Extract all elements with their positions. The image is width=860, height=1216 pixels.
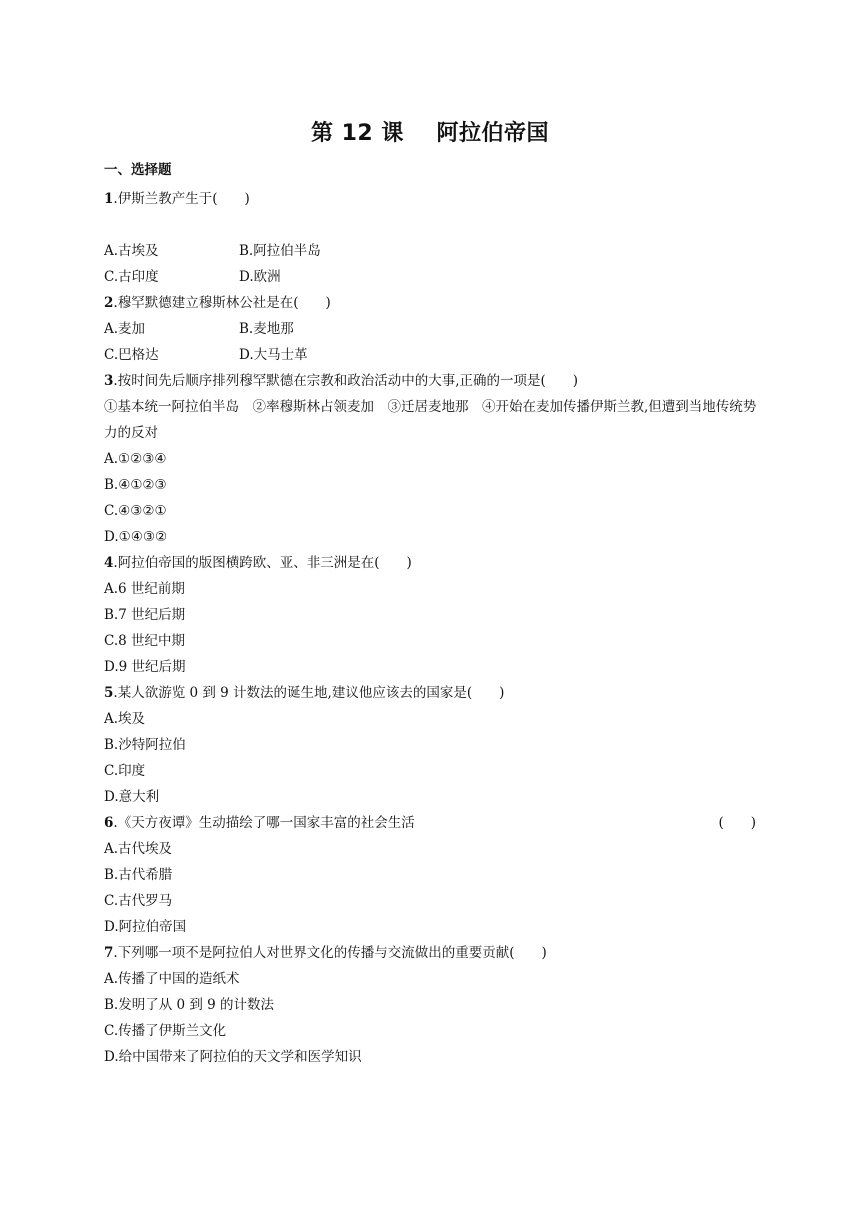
option-d[interactable]: D.意大利: [104, 789, 160, 805]
question-5: [104, 680, 764, 810]
question-number: 6: [104, 815, 114, 831]
question-7: [104, 940, 764, 1070]
question-6: [104, 810, 764, 940]
question-list: [104, 160, 764, 1070]
question-stem: [104, 680, 764, 706]
option-d[interactable]: D.9 世纪后期: [104, 659, 186, 675]
option-a[interactable]: A.①②③④: [104, 451, 167, 467]
option-c[interactable]: C.8 世纪中期: [104, 633, 186, 649]
option-b[interactable]: B.④①②③: [104, 477, 167, 493]
question-stem: [104, 550, 764, 576]
option-d[interactable]: D.①④③②: [104, 529, 168, 545]
option-a[interactable]: A.古埃及: [104, 243, 159, 259]
question-number: 3: [104, 373, 114, 389]
option-c[interactable]: C.古代罗马: [104, 893, 173, 909]
question-2: [104, 290, 764, 368]
option-d[interactable]: D.阿拉伯帝国: [104, 919, 187, 935]
option-d[interactable]: D.给中国带来了阿拉伯的天文学和医学知识: [104, 1049, 362, 1065]
option-b[interactable]: B.沙特阿拉伯: [104, 737, 186, 753]
answer-space: [104, 212, 764, 238]
option-b[interactable]: B.7 世纪后期: [104, 607, 186, 623]
question-text: .《天方夜谭》生动描绘了哪一国家丰富的社会生活: [113, 815, 415, 831]
question-1: [104, 186, 764, 290]
question-stem: [104, 186, 764, 212]
question-4: [104, 550, 764, 680]
lesson-title: 第 12 课 阿拉伯帝国: [310, 121, 550, 146]
option-b[interactable]: B.阿拉伯半岛: [239, 243, 321, 259]
question-3: [104, 368, 764, 550]
question-text: .某人欲游览 0 到 9 计数法的诞生地,建议他应该去的国家是( ): [113, 685, 505, 701]
option-b[interactable]: B.发明了从 0 到 9 的计数法: [104, 997, 275, 1013]
question-stem: [104, 290, 764, 316]
option-a[interactable]: A.古代埃及: [104, 841, 173, 857]
option-b[interactable]: B.古代希腊: [104, 867, 173, 883]
option-c[interactable]: C.古印度: [104, 269, 159, 285]
question-stem: [104, 940, 764, 966]
question-text: .伊斯兰教产生于( ): [113, 191, 250, 207]
question-number: 1: [104, 191, 114, 207]
question-number: 7: [104, 945, 114, 961]
option-grid: [104, 238, 764, 290]
question-text: .按时间先后顺序排列穆罕默德在宗教和政治活动中的大事,正确的一项是( ): [113, 373, 579, 389]
question-statement: ①基本统一阿拉伯半岛 ②率穆斯林占领麦加 ③迁居麦地那 ④开始在麦加传播伊斯兰教,但遭到当地传统势力的反对: [104, 399, 757, 441]
option-a[interactable]: A.埃及: [104, 711, 146, 727]
question-number: 4: [104, 555, 114, 571]
question-text: .下列哪一项不是阿拉伯人对世界文化的传播与交流做出的重要贡献( ): [113, 945, 547, 961]
option-grid: [104, 316, 764, 368]
option-c[interactable]: C.④③②①: [104, 503, 167, 519]
question-stem: [104, 810, 764, 836]
question-number: 2: [104, 295, 114, 311]
option-c[interactable]: C.传播了伊斯兰文化: [104, 1023, 227, 1039]
option-c[interactable]: C.巴格达: [104, 347, 159, 363]
option-b[interactable]: B.麦地那: [239, 321, 294, 337]
question-text: .阿拉伯帝国的版图横跨欧、亚、非三洲是在( ): [113, 555, 412, 571]
option-a[interactable]: A.麦加: [104, 321, 146, 337]
question-text: .穆罕默德建立穆斯林公社是在( ): [113, 295, 331, 311]
option-d[interactable]: D.欧洲: [239, 269, 281, 285]
option-a[interactable]: A.传播了中国的造纸术: [104, 971, 240, 987]
section-heading: 一、选择题: [104, 162, 172, 178]
question-stem: [104, 368, 764, 394]
option-d[interactable]: D.大马士革: [239, 347, 308, 363]
answer-parentheses: ( ): [718, 815, 756, 831]
option-c[interactable]: C.印度: [104, 763, 146, 779]
question-number: 5: [104, 685, 114, 701]
option-a[interactable]: A.6 世纪前期: [104, 581, 185, 597]
